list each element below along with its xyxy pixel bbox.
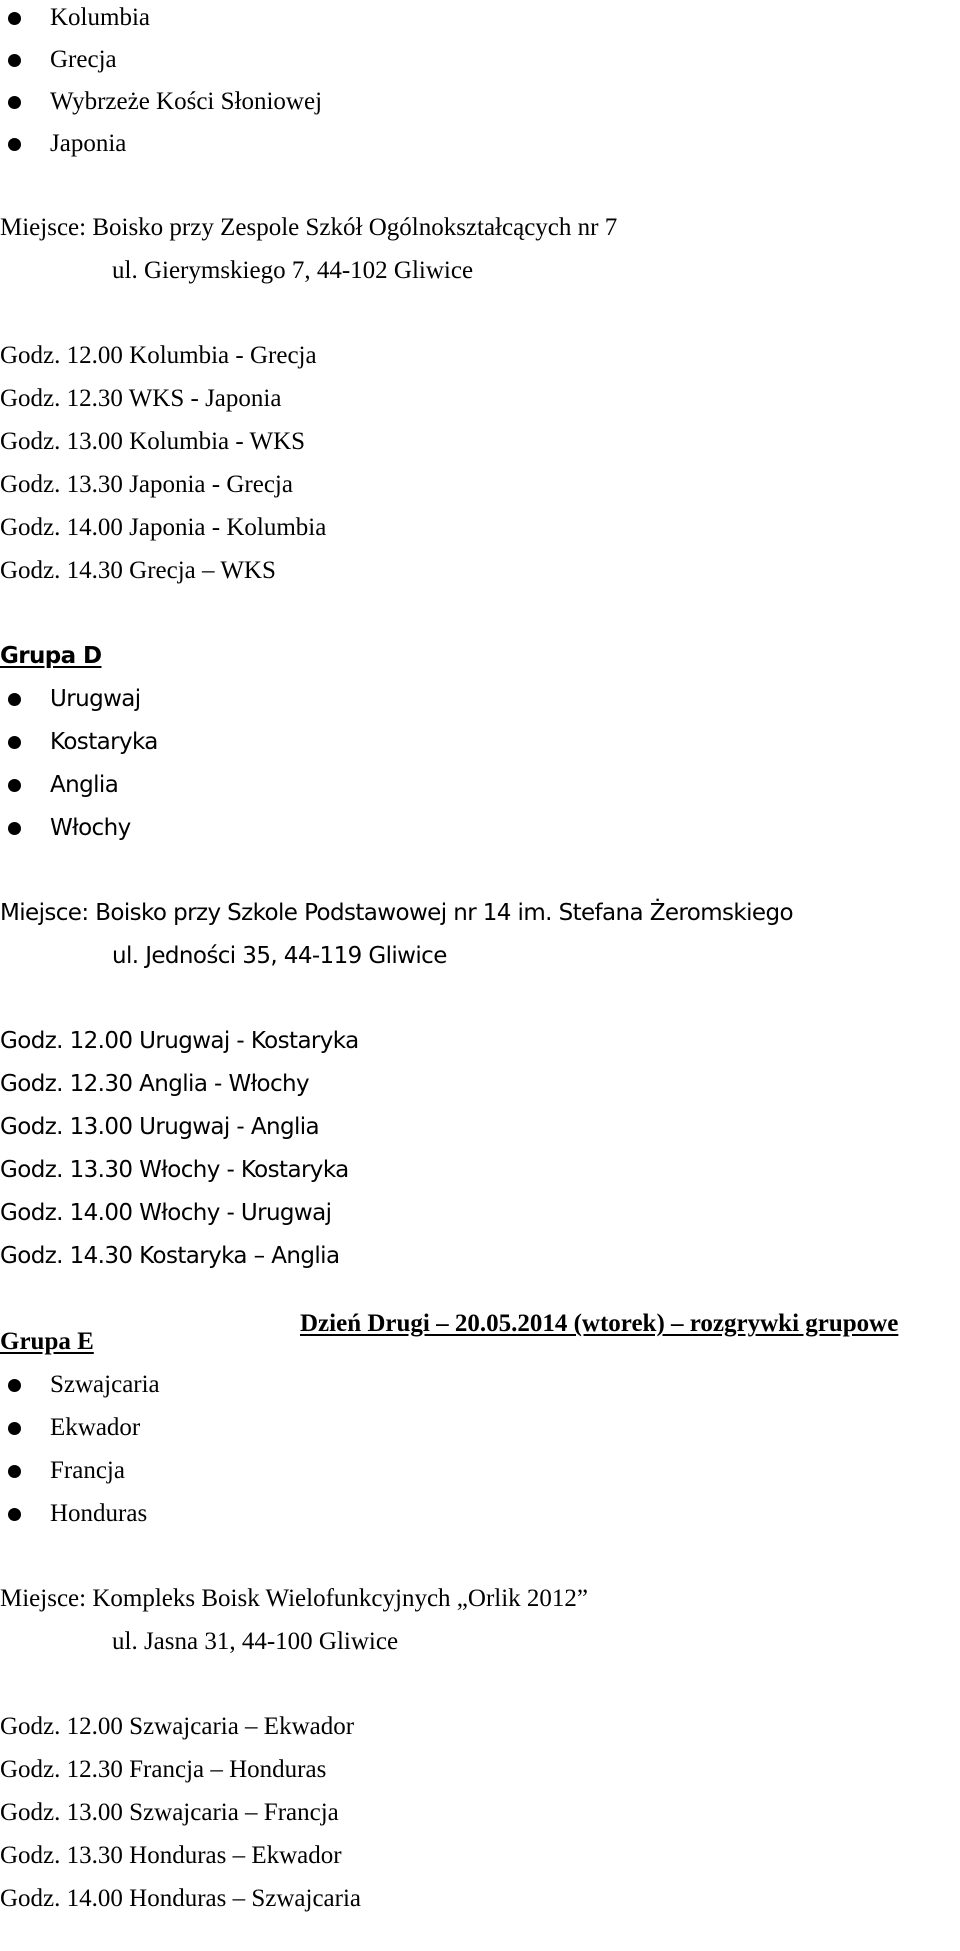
- address-line: ul. Jedności 35, 44-119 Gliwice: [112, 943, 447, 969]
- match-line: Godz. 13.00 Szwajcaria – Francja: [0, 1799, 339, 1826]
- match-line: Godz. 12.00 Szwajcaria – Ekwador: [0, 1713, 355, 1740]
- team-name: Francja: [50, 1457, 125, 1484]
- team-name: Wybrzeże Kości Słoniowej: [50, 88, 323, 115]
- bullet-icon: [8, 736, 21, 749]
- bullet-icon: [8, 1465, 21, 1478]
- match-line: Godz. 13.30 Japonia - Grecja: [0, 471, 293, 498]
- team-name: Włochy: [50, 815, 131, 841]
- match-line: Godz. 13.30 Włochy - Kostaryka: [0, 1157, 349, 1183]
- venue-line: Miejsce: Boisko przy Zespole Szkół Ogólnokształcących nr 7: [0, 214, 618, 241]
- group-heading: Grupa D: [0, 643, 102, 669]
- match-line: Godz. 12.00 Kolumbia - Grecja: [0, 342, 317, 369]
- group-heading: Grupa E: [0, 1328, 94, 1355]
- match-line: Godz. 14.00 Włochy - Urugwaj: [0, 1200, 332, 1226]
- match-line: Godz. 14.30 Grecja – WKS: [0, 557, 276, 584]
- team-name: Urugwaj: [50, 686, 141, 712]
- bullet-icon: [8, 779, 21, 792]
- team-name: Japonia: [50, 130, 127, 157]
- match-line: Godz. 12.30 Francja – Honduras: [0, 1756, 327, 1783]
- bullet-icon: [8, 1422, 21, 1435]
- venue-line: Miejsce: Kompleks Boisk Wielofunkcyjnych „Orlik 2012”: [0, 1585, 589, 1612]
- bullet-icon: [8, 693, 21, 706]
- team-name: Honduras: [50, 1500, 148, 1527]
- bullet-icon: [8, 1379, 21, 1392]
- venue-line: Miejsce: Boisko przy Szkole Podstawowej nr 14 im. Stefana Żeromskiego: [0, 900, 793, 926]
- day-heading: Dzień Drugi – 20.05.2014 (wtorek) – rozgrywki grupowe: [300, 1310, 899, 1337]
- team-name: Kostaryka: [50, 729, 158, 755]
- bullet-icon: [8, 54, 21, 67]
- bullet-icon: [8, 1508, 21, 1521]
- team-name: Ekwador: [50, 1414, 141, 1441]
- bullet-icon: [8, 96, 21, 109]
- match-line: Godz. 13.00 Urugwaj - Anglia: [0, 1114, 320, 1140]
- match-line: Godz. 14.00 Japonia - Kolumbia: [0, 514, 327, 541]
- match-line: Godz. 12.30 Anglia - Włochy: [0, 1071, 310, 1097]
- match-line: Godz. 14.30 Kostaryka – Anglia: [0, 1243, 340, 1269]
- match-line: Godz. 13.00 Kolumbia - WKS: [0, 428, 306, 455]
- bullet-icon: [8, 138, 21, 151]
- match-line: Godz. 13.30 Honduras – Ekwador: [0, 1842, 342, 1869]
- match-line: Godz. 12.30 WKS - Japonia: [0, 385, 282, 412]
- team-name: Kolumbia: [50, 4, 150, 31]
- address-line: ul. Jasna 31, 44-100 Gliwice: [112, 1628, 399, 1655]
- team-name: Grecja: [50, 46, 117, 73]
- team-name: Anglia: [50, 772, 119, 798]
- address-line: ul. Gierymskiego 7, 44-102 Gliwice: [112, 257, 474, 284]
- match-line: Godz. 12.00 Urugwaj - Kostaryka: [0, 1028, 359, 1054]
- match-line: Godz. 14.00 Honduras – Szwajcaria: [0, 1885, 362, 1912]
- bullet-icon: [8, 12, 21, 25]
- team-name: Szwajcaria: [50, 1371, 160, 1398]
- bullet-icon: [8, 822, 21, 835]
